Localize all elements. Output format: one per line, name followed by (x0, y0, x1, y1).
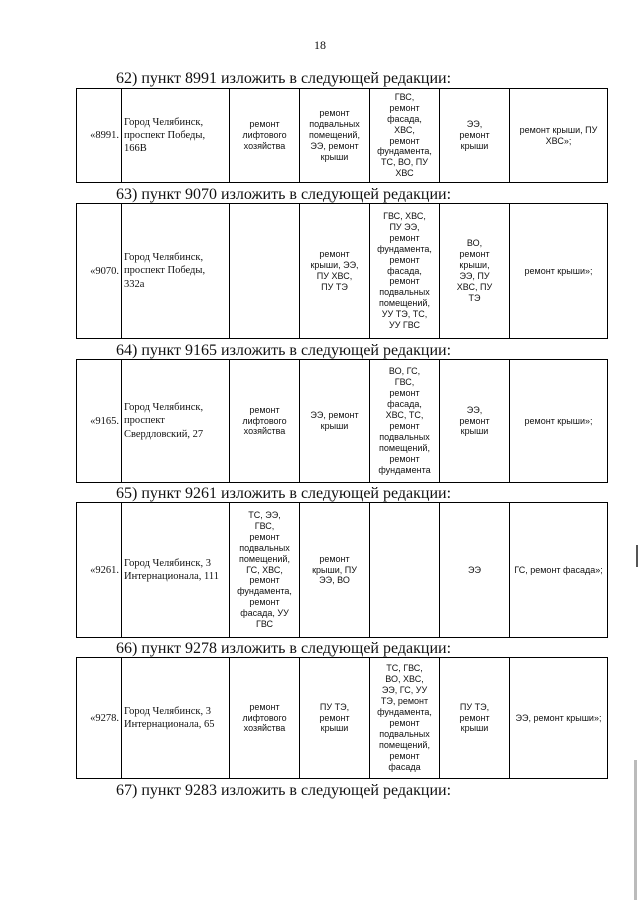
scan-edge-shadow (634, 760, 637, 900)
works-cell-1: ремонт лифтового хозяйства (230, 360, 300, 483)
works-cell-4: ВО, ремонт крыши, ЭЭ, ПУ ХВС, ПУ ТЭ (440, 204, 510, 339)
row-number: «9261. (77, 503, 122, 638)
scan-edge-mark (636, 545, 638, 567)
works-cell-5: ЭЭ, ремонт крыши»; (510, 658, 608, 779)
address-cell: Город Челябинск, проспект Свердловский, 27 (122, 360, 230, 483)
works-cell-1: ремонт лифтового хозяйства (230, 658, 300, 779)
address-cell: Город Челябинск, 3 Интернационала, 111 (122, 503, 230, 638)
works-cell-3: ГВС, ремонт фасада, ХВС, ремонт фундамента, ТС, ВО, ПУ ХВС (370, 89, 440, 183)
works-cell-2: ремонт крыши, ПУ ЭЭ, ВО (300, 503, 370, 638)
row-number: «9165. (77, 360, 122, 483)
address-cell: Город Челябинск, 3 Интернационала, 65 (122, 658, 230, 779)
page-number: 18 (314, 38, 326, 52)
section-heading-67: 67) пункт 9283 изложить в следующей редакции: (116, 782, 452, 799)
works-cell-2: ремонт крыши, ЭЭ, ПУ ХВС, ПУ ТЭ (300, 204, 370, 339)
section-heading-62: 62) пункт 8991 изложить в следующей редакции: (116, 70, 452, 87)
row-number: «9070. (77, 204, 122, 339)
table-row-9165 (76, 359, 608, 483)
works-cell-2: ЭЭ, ремонт крыши (300, 360, 370, 483)
table-row-9278 (76, 657, 608, 779)
section-heading-64: 64) пункт 9165 изложить в следующей редакции: (116, 342, 452, 359)
section-heading-63: 63) пункт 9070 изложить в следующей редакции: (116, 186, 452, 203)
section-heading-66: 66) пункт 9278 изложить в следующей редакции: (116, 640, 452, 657)
row-number: «8991. (77, 89, 122, 183)
works-cell-3 (370, 503, 440, 638)
works-cell-1 (230, 204, 300, 339)
address-cell: Город Челябинск, проспект Победы, 166В (122, 89, 230, 183)
works-cell-5: ремонт крыши»; (510, 204, 608, 339)
works-cell-2: ПУ ТЭ, ремонт крыши (300, 658, 370, 779)
section-heading-65: 65) пункт 9261 изложить в следующей редакции: (116, 485, 452, 502)
works-cell-5: ГС, ремонт фасада»; (510, 503, 608, 638)
works-cell-5: ремонт крыши»; (510, 360, 608, 483)
works-cell-4: ЭЭ, ремонт крыши (440, 89, 510, 183)
works-cell-4: ЭЭ (440, 503, 510, 638)
table-row-9261 (76, 502, 608, 638)
works-cell-3: ГВС, ХВС, ПУ ЭЭ, ремонт фундамента, ремонт фасада, ремонт подвальных помещений, УУ ТЭ, ТС, УУ ГВС (370, 204, 440, 339)
works-cell-3: ВО, ГС, ГВС, ремонт фасада, ХВС, ТС, ремонт подвальных помещений, ремонт фундамента (370, 360, 440, 483)
works-cell-5: ремонт крыши, ПУ ХВС»; (510, 89, 608, 183)
row-number: «9278. (77, 658, 122, 779)
works-cell-1: ремонт лифтового хозяйства (230, 89, 300, 183)
works-cell-4: ПУ ТЭ, ремонт крыши (440, 658, 510, 779)
table-row-8991 (76, 88, 608, 183)
works-cell-4: ЭЭ, ремонт крыши (440, 360, 510, 483)
table-row-9070 (76, 203, 608, 339)
address-cell: Город Челябинск, проспект Победы, 332а (122, 204, 230, 339)
works-cell-3: ТС, ГВС, ВО, ХВС, ЭЭ, ГС, УУ ТЭ, ремонт фундамента, ремонт подвальных помещений, ремонт фасада (370, 658, 440, 779)
works-cell-1: ТС, ЭЭ, ГВС, ремонт подвальных помещений, ГС, ХВС, ремонт фундамента, ремонт фасада, УУ ГВС (230, 503, 300, 638)
works-cell-2: ремонт подвальных помещений, ЭЭ, ремонт крыши (300, 89, 370, 183)
